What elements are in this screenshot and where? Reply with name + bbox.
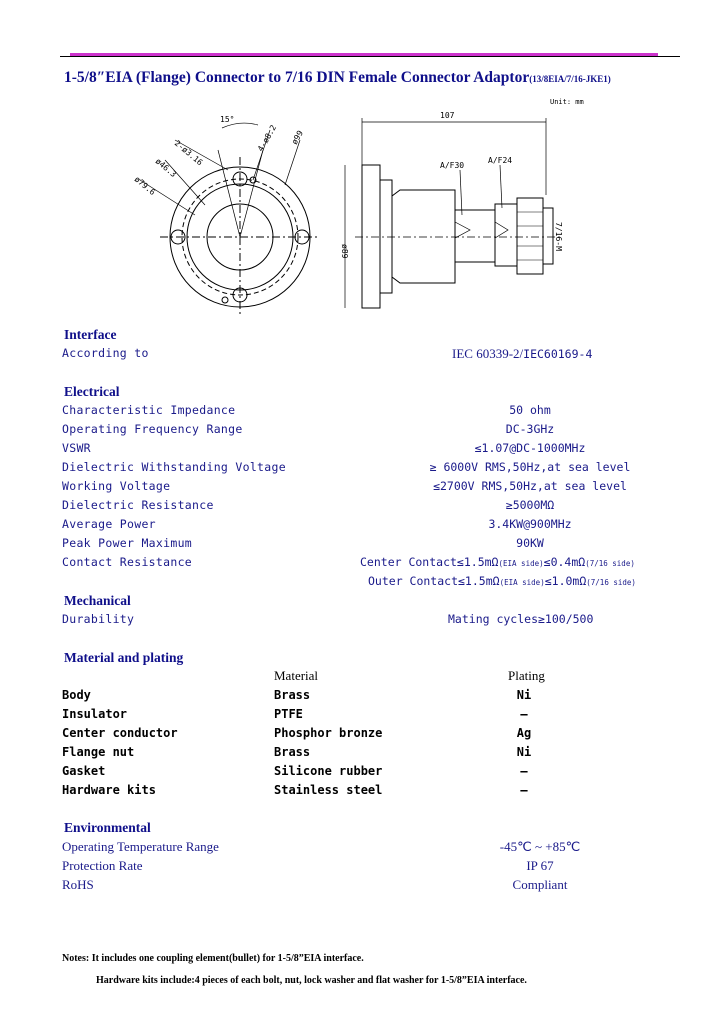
dia99-label: ø99 (289, 128, 305, 146)
side-view (345, 118, 560, 308)
material-plating: — (520, 783, 528, 797)
electrical-label: Dielectric Withstanding Voltage (62, 460, 286, 474)
durability-label: Durability (62, 612, 135, 626)
electrical-label: Characteristic Impedance (62, 403, 236, 417)
material-name: Brass (274, 688, 311, 702)
contact-center-d: (7/16 side) (585, 559, 635, 568)
durability-value: Mating cycles≥100/500 (448, 612, 594, 626)
af24-label: A/F24 (488, 156, 513, 165)
material-part: Flange nut (62, 745, 135, 759)
bolt-dim-label: 4-ø8.2 (255, 123, 279, 153)
environmental-value: IP 67 (526, 858, 554, 873)
electrical-label: Working Voltage (62, 479, 171, 493)
angle-label: 15° (220, 115, 235, 124)
contact-center-a: Center Contact≤1.5mΩ (360, 555, 499, 569)
interface-value-b: IEC60169-4 (523, 347, 593, 361)
material-part: Hardware kits (62, 783, 156, 797)
hole-dim-label: 2-ø3.16 (172, 138, 205, 168)
note-line-2: Hardware kits include:4 pieces of each bolt, nut, lock washer and flat washer for 1-5/8”EIA interface. (96, 975, 527, 986)
af30-label: A/F30 (440, 161, 465, 170)
contact-outer-a: Outer Contact≤1.5mΩ (368, 574, 500, 588)
environmental-heading: Environmental (64, 820, 151, 835)
environmental-label: Operating Temperature Range (62, 839, 219, 854)
material-part: Center conductor (62, 726, 178, 740)
material-part: Body (62, 688, 91, 702)
material-plating: — (520, 764, 528, 778)
electrical-label: Operating Frequency Range (62, 422, 243, 436)
units-note: Unit: mm (550, 98, 584, 106)
thread-label: 7/16-M (554, 222, 563, 251)
title-text: 1-5/8″EIA (Flange) Connector to 7/16 DIN Female Connector Adaptor (64, 69, 530, 86)
material-plating: Ni (516, 688, 532, 702)
electrical-label: Peak Power Maximum (62, 536, 193, 550)
environmental-value: -45℃ ~ +85℃ (499, 839, 581, 854)
contact-center-value (360, 555, 635, 569)
materials-heading: Material and plating (64, 650, 184, 665)
material-column-header: Material (274, 668, 319, 683)
electrical-value: ≥5000MΩ (505, 498, 555, 512)
environmental-value: Compliant (512, 877, 568, 892)
material-plating: Ag (516, 726, 532, 740)
electrical-value: DC-3GHz (505, 422, 555, 436)
contact-outer-b: (EIA side) (499, 578, 545, 587)
material-name: Silicone rubber (274, 764, 383, 778)
electrical-label: Contact Resistance (62, 555, 193, 569)
length-label: 107 (440, 111, 455, 120)
electrical-heading: Electrical (64, 384, 120, 399)
contact-outer-d: (7/16 side) (586, 578, 636, 587)
environmental-label: Protection Rate (62, 858, 143, 873)
model-number: (13/8EIA/7/16-JKE1) (529, 74, 611, 84)
electrical-value: ≥ 6000V RMS,50Hz,at sea level (429, 460, 631, 474)
contact-outer-value (368, 574, 636, 588)
interface-heading: Interface (64, 327, 117, 342)
plating-column-header: Plating (508, 668, 545, 683)
contact-outer-c: ≤1.0mΩ (544, 574, 587, 588)
contact-center-b: (EIA side) (498, 559, 544, 568)
contact-center-c: ≤0.4mΩ (543, 555, 586, 569)
electrical-value: ≤1.07@DC-1000MHz (474, 441, 586, 455)
electrical-value: 50 ohm (509, 403, 551, 417)
material-name: PTFE (274, 707, 303, 721)
dia796-label: ø79.6 (132, 174, 157, 198)
electrical-value: 90KW (516, 536, 544, 550)
note-line-1: Notes: It includes one coupling element(bullet) for 1-5/8”EIA interface. (62, 953, 364, 964)
electrical-value: ≤2700V RMS,50Hz,at sea level (433, 479, 627, 493)
dia89-label: ø89 (340, 244, 349, 259)
material-part: Gasket (62, 764, 106, 778)
front-view (140, 123, 320, 317)
material-plating: — (520, 707, 528, 721)
technical-drawing (0, 0, 724, 330)
interface-label: According to (62, 346, 149, 360)
interface-value-a: IEC 60339-2/ (452, 346, 524, 361)
material-name: Brass (274, 745, 311, 759)
material-name: Stainless steel (274, 783, 383, 797)
material-plating: Ni (516, 745, 532, 759)
dia463-label: ø46.3 (153, 156, 178, 180)
environmental-label: RoHS (62, 877, 94, 892)
mechanical-heading: Mechanical (64, 593, 131, 608)
electrical-value: 3.4KW@900MHz (488, 517, 572, 531)
material-part: Insulator (62, 707, 128, 721)
electrical-label: VSWR (62, 441, 91, 455)
electrical-label: Average Power (62, 517, 156, 531)
interface-value (452, 346, 592, 362)
material-name: Phosphor bronze (274, 726, 383, 740)
electrical-label: Dielectric Resistance (62, 498, 214, 512)
